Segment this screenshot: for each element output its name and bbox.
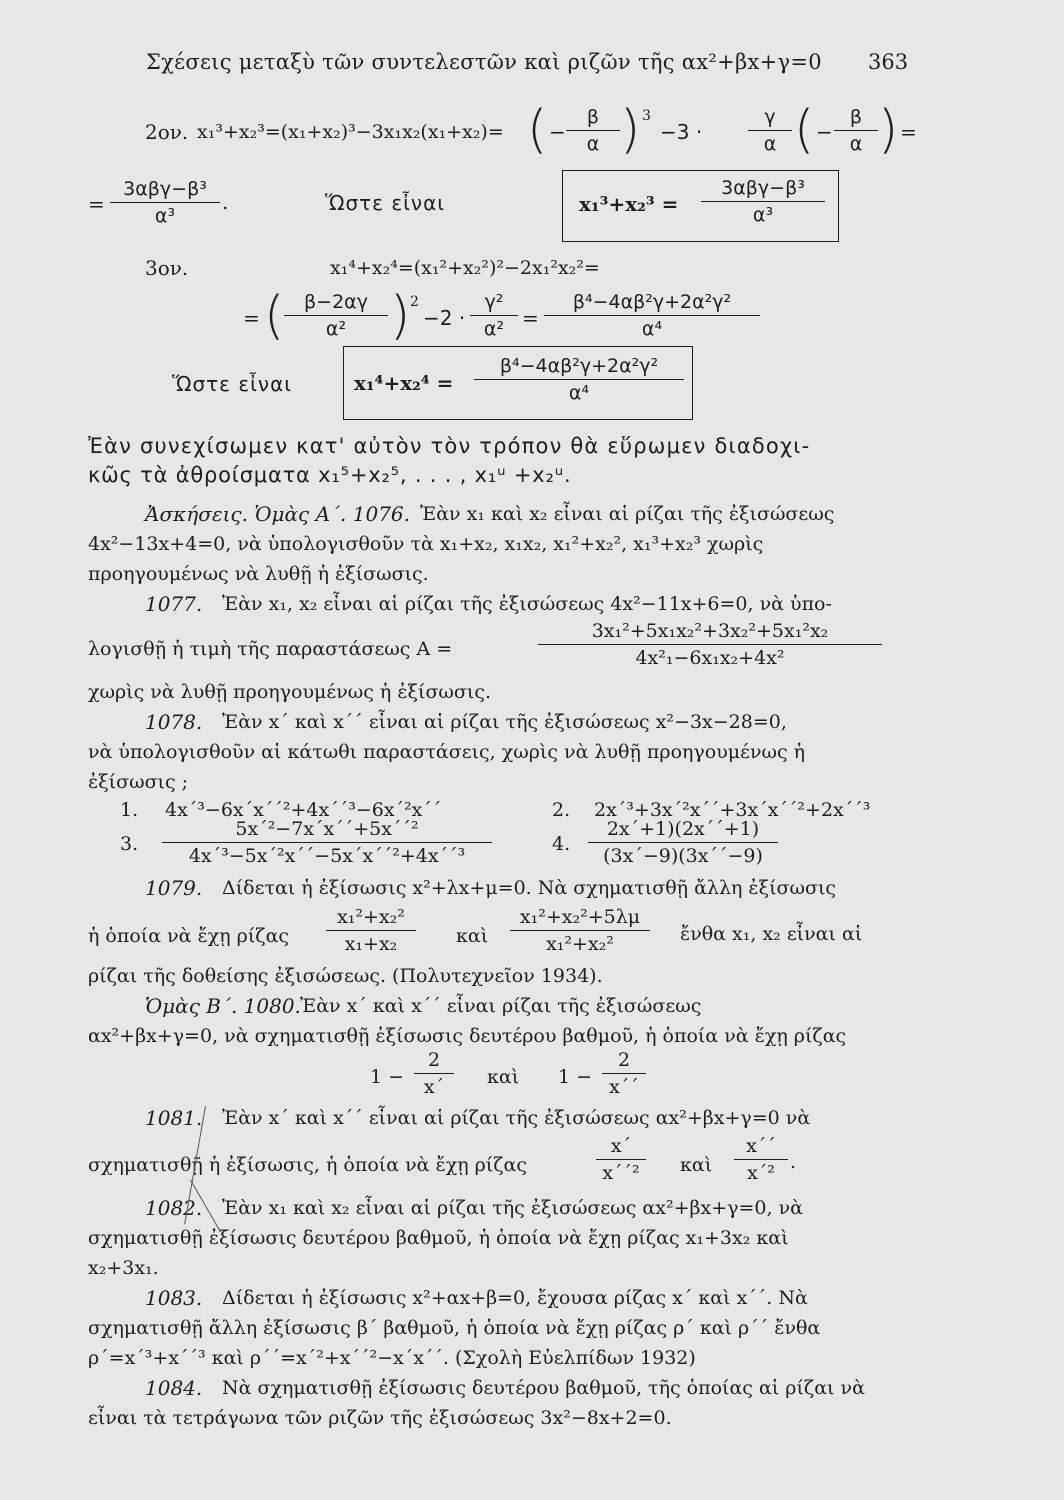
fraction bbox=[602, 1049, 646, 1098]
hence-label: Ὥστε εἶναι bbox=[325, 191, 446, 215]
fraction bbox=[470, 291, 518, 340]
fraction bbox=[326, 906, 416, 955]
exercise-number: 1081. bbox=[145, 1106, 203, 1130]
exercise-number: 1077. bbox=[145, 592, 203, 616]
box-lhs: x₁⁴+x₂⁴ = bbox=[354, 371, 454, 395]
case-label: 3ον. bbox=[145, 256, 189, 280]
item-label: 4. bbox=[552, 833, 571, 855]
fraction bbox=[110, 178, 220, 227]
left-paren: ( bbox=[527, 100, 548, 160]
numerator: x΄΄ bbox=[746, 1135, 776, 1157]
right-paren: ) bbox=[878, 100, 899, 160]
left-paren: ( bbox=[264, 286, 285, 346]
exercises-heading: Ἀσκήσεις. Ὁμὰς Α΄. 1076. bbox=[145, 502, 410, 526]
numerator: 2x΄+1)(2x΄΄+1) bbox=[606, 818, 760, 840]
fraction bbox=[474, 355, 684, 404]
fraction bbox=[414, 1049, 454, 1098]
hence-label: Ὥστε εἶναι bbox=[172, 372, 293, 396]
fraction bbox=[748, 106, 792, 155]
item-label: 2. bbox=[552, 799, 571, 821]
numerator: β bbox=[586, 106, 600, 128]
paragraph-line: προηγουμένως νὰ λυθῇ ἡ ἐξίσωσις. bbox=[88, 563, 429, 585]
case-label: 2ον. bbox=[145, 120, 189, 144]
fraction bbox=[734, 1135, 788, 1184]
paragraph-line: Νὰ σχηματισθῇ ἐξίσωσις δευτέρου βαθμοῦ, τῆς ὁποίας αἱ ρίζαι νὰ bbox=[222, 1377, 865, 1399]
paragraph-line: Ἐὰν x₁ καὶ x₂ εἶναι αἱ ρίζαι τῆς ἐξισώσεως bbox=[420, 503, 835, 525]
exponent: 3 bbox=[642, 108, 651, 124]
denominator: α⁴ bbox=[568, 382, 590, 404]
numerator: 3αβγ−β³ bbox=[123, 178, 207, 200]
numerator: 2 bbox=[617, 1049, 631, 1071]
equals-sign: = bbox=[900, 120, 917, 144]
conjunction: καὶ bbox=[680, 1154, 713, 1176]
denominator: x΄΄ bbox=[609, 1076, 639, 1098]
paragraph-line: ἐξίσωσις ; bbox=[88, 771, 189, 793]
paragraph-line: λογισθῇ ἡ τιμὴ τῆς παραστάσεως A = bbox=[88, 638, 453, 660]
paragraph-line: ἔνθα x₁, x₂ εἶναι αἱ bbox=[680, 923, 863, 945]
numerator: γ² bbox=[484, 291, 504, 313]
conjunction: καὶ bbox=[487, 1066, 520, 1088]
numerator: 2 bbox=[427, 1049, 441, 1071]
exercise-number: 1078. bbox=[145, 710, 203, 734]
middle-term: −2 · bbox=[423, 306, 466, 330]
fraction bbox=[588, 818, 778, 867]
numerator: β bbox=[849, 106, 863, 128]
paragraph-line: χωρὶς νὰ λυθῇ προηγουμένως ἡ ἐξίσωσις. bbox=[88, 681, 492, 703]
numerator: γ bbox=[764, 106, 776, 128]
running-header: Σχέσεις μεταξὺ τῶν συντελεστῶν καὶ ριζῶν τῆς αx²+βx+γ=0 bbox=[146, 50, 822, 74]
expression: 1 − bbox=[558, 1066, 593, 1088]
denominator: α⁴ bbox=[641, 318, 663, 340]
exercise-number: 1079. bbox=[145, 876, 203, 900]
denominator: α³ bbox=[752, 204, 774, 226]
paragraph-line: Ἐὰν συνεχίσωμεν κατ' αὐτὸν τὸν τρόπον θὰ εὕρωμεν διαδοχι- bbox=[88, 434, 811, 458]
equals-sign: = bbox=[522, 306, 539, 330]
result-box bbox=[562, 170, 839, 242]
denominator: α bbox=[586, 133, 600, 155]
fraction bbox=[510, 906, 650, 955]
paragraph-line: σχηματισθῇ ἡ ἐξίσωσις, ἡ ὁποία νὰ ἔχῃ ρίζας bbox=[88, 1154, 528, 1176]
paragraph-line: αx²+βx+γ=0, νὰ σχηματισθῇ ἐξίσωσις δευτέρου βαθμοῦ, ἡ ὁποία νὰ ἔχῃ ρίζας bbox=[88, 1025, 847, 1047]
fraction bbox=[544, 291, 760, 340]
fraction bbox=[566, 106, 620, 155]
identity-expression: x₁⁴+x₂⁴=(x₁²+x₂²)²−2x₁²x₂²= bbox=[330, 257, 600, 279]
paragraph-line: ἡ ὁποία νὰ ἔχῃ ρίζας bbox=[88, 925, 290, 947]
paragraph-line: κῶς τὰ ἀθροίσματα x₁⁵+x₂⁵, . . . , x₁ᵘ +x₂ᵘ. bbox=[88, 463, 572, 487]
numerator: 5x΄²−7x΄x΄΄+5x΄΄² bbox=[235, 818, 419, 840]
exercise-number: 1084. bbox=[145, 1376, 203, 1400]
numerator: x₁²+x₂² bbox=[337, 906, 405, 928]
paragraph-line: Δίδεται ἡ ἐξίσωσις x²+λx+μ=0. Νὰ σχηματισθῇ ἄλλη ἐξίσωσις bbox=[222, 877, 837, 899]
box-lhs: x₁³+x₂³ = bbox=[579, 192, 679, 216]
denominator: α² bbox=[325, 318, 347, 340]
fraction bbox=[538, 620, 882, 669]
exercises-group-heading: Ὁμὰς Β΄. 1080. bbox=[145, 994, 301, 1018]
conjunction: καὶ bbox=[456, 925, 489, 947]
fraction bbox=[162, 818, 492, 867]
denominator: 4x΄³−5x΄²x΄΄−5x΄x΄΄²+4x΄΄³ bbox=[188, 845, 466, 867]
numerator: 3x₁²+5x₁x₂²+3x₂²+5x₁²x₂ bbox=[591, 620, 829, 642]
numerator: β⁴−4αβ²γ+2α²γ² bbox=[572, 291, 732, 313]
paragraph-line: ρίζαι τῆς δοθείσης ἐξισώσεως. (Πολυτεχνεῖον 1934). bbox=[88, 965, 603, 987]
minus-sign: − bbox=[816, 120, 833, 144]
fraction bbox=[284, 291, 388, 340]
middle-term: −3 · bbox=[660, 120, 703, 144]
numerator: x₁²+x₂²+5λμ bbox=[519, 906, 641, 928]
paragraph-line: Ἐὰν x₁ καὶ x₂ εἶναι αἱ ρίζαι τῆς ἐξισώσεως αx²+βx+γ=0, νὰ bbox=[222, 1197, 803, 1219]
equals-sign: = bbox=[88, 192, 105, 216]
fraction bbox=[596, 1135, 646, 1184]
fraction bbox=[701, 177, 825, 226]
fraction bbox=[834, 106, 878, 155]
period: . bbox=[790, 1151, 797, 1173]
period: . bbox=[222, 190, 229, 214]
result-box bbox=[343, 346, 693, 420]
right-paren: ) bbox=[390, 286, 411, 346]
paragraph-line: ρ΄=x΄³+x΄΄³ καὶ ρ΄΄=x΄²+x΄΄²−x΄x΄΄. (Σχολὴ Εὐελπίδων 1932) bbox=[88, 1347, 696, 1369]
denominator: (3x΄−9)(3x΄΄−9) bbox=[603, 845, 763, 867]
item-label: 3. bbox=[120, 833, 139, 855]
numerator: x΄ bbox=[610, 1135, 632, 1157]
numerator: β⁴−4αβ²γ+2α²γ² bbox=[499, 355, 659, 377]
paragraph-line: σχηματισθῇ ἐξίσωσις δευτέρου βαθμοῦ, ἡ ὁποία νὰ ἔχῃ ρίζας x₁+3x₂ καὶ bbox=[88, 1227, 789, 1249]
denominator: 4x²₁−6x₁x₂+4x² bbox=[635, 647, 785, 669]
left-paren: ( bbox=[794, 100, 815, 160]
paragraph-line: x₂+3x₁. bbox=[88, 1257, 159, 1279]
denominator: α bbox=[849, 133, 863, 155]
exercise-number: 1083. bbox=[145, 1286, 203, 1310]
denominator: α bbox=[763, 133, 777, 155]
denominator: α³ bbox=[154, 205, 176, 227]
paragraph-line: Ἐὰν x΄ καὶ x΄΄ εἶναι αἱ ρίζαι τῆς ἐξισώσεως x²−3x−28=0, bbox=[222, 711, 787, 733]
identity-expression: x₁³+x₂³=(x₁+x₂)³−3x₁x₂(x₁+x₂)= bbox=[197, 121, 504, 143]
paragraph-line: Ἐὰν x΄ καὶ x΄΄ εἶναι αἱ ρίζαι τῆς ἐξισώσεως αx²+βx+γ=0 νὰ bbox=[222, 1107, 811, 1129]
expression: 1 − bbox=[370, 1066, 405, 1088]
right-paren: ) bbox=[620, 100, 641, 160]
item-label: 1. bbox=[120, 799, 139, 821]
paragraph-line: σχηματισθῇ ἄλλη ἐξίσωσις β΄ βαθμοῦ, ἡ ὁποία νὰ ἔχῃ ρίζας ρ΄ καὶ ρ΄΄ ἔνθα bbox=[88, 1317, 821, 1339]
exponent: 2 bbox=[410, 294, 419, 310]
denominator: x₁²+x₂² bbox=[546, 933, 614, 955]
paragraph-line: 4x²−13x+4=0, νὰ ὑπολογισθοῦν τὰ x₁+x₂, x₁x₂, x₁²+x₂², x₁³+x₂³ χωρὶς bbox=[88, 533, 764, 555]
paragraph-line: Δίδεται ἡ ἐξίσωσις x²+αx+β=0, ἔχουσα ρίζας x΄ καὶ x΄΄. Νὰ bbox=[222, 1287, 808, 1309]
paragraph-line: Ἐὰν x₁, x₂ εἶναι αἱ ρίζαι τῆς ἐξισώσεως 4x²−11x+6=0, νὰ ὑπο- bbox=[222, 593, 832, 615]
expression: 2x΄³+3x΄²x΄΄+3x΄x΄΄²+2x΄΄³ bbox=[594, 799, 871, 821]
denominator: α² bbox=[483, 318, 505, 340]
exercise-number: 1082. bbox=[145, 1196, 203, 1220]
denominator: x΄ bbox=[423, 1076, 445, 1098]
denominator: x₁+x₂ bbox=[344, 933, 398, 955]
page-number: 363 bbox=[868, 50, 909, 74]
paragraph-line: νὰ ὑπολογισθοῦν αἱ κάτωθι παραστάσεις, χωρὶς νὰ λυθῇ προηγουμένως ἡ bbox=[88, 741, 806, 763]
paragraph-line: Ἐὰν x΄ καὶ x΄΄ εἶναι ρίζαι τῆς ἐξισώσεως bbox=[300, 995, 702, 1017]
denominator: x΄΄² bbox=[602, 1162, 640, 1184]
paragraph-line: εἶναι τὰ τετράγωνα τῶν ριζῶν τῆς ἐξισώσεως 3x²−8x+2=0. bbox=[88, 1407, 672, 1429]
numerator: β−2αγ bbox=[304, 291, 368, 313]
equals-sign: = bbox=[243, 306, 260, 330]
numerator: 3αβγ−β³ bbox=[721, 177, 805, 199]
minus-sign: − bbox=[549, 120, 566, 144]
denominator: x΄² bbox=[747, 1162, 775, 1184]
expression: 4x΄³−6x΄x΄΄²+4x΄΄³−6x΄²x΄΄ bbox=[165, 799, 442, 821]
